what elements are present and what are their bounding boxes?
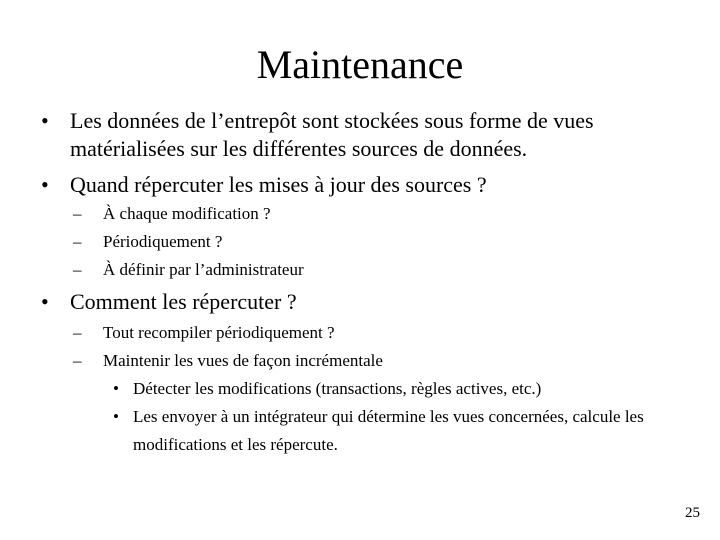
bullet-text: Quand répercuter les mises à jour des sources ? xyxy=(70,172,487,197)
sub-sub-item xyxy=(113,403,653,459)
bullet-item xyxy=(41,171,670,199)
bullet-text: Les données de l’entrepôt sont stockées sous forme de vues matérialisées sur les différentes sources de données. xyxy=(70,108,594,161)
sub-sub-item-text: Détecter les modifications (transactions, règles actives, etc.) xyxy=(133,379,542,398)
page-number: 25 xyxy=(685,505,700,521)
sub-sub-item-text: Les envoyer à un intégrateur qui détermine les vues concernées, calcule les modifications et les répercute. xyxy=(133,407,644,454)
sub-item xyxy=(73,200,663,228)
bullet-text: Comment les répercuter ? xyxy=(70,289,297,314)
sub-item-text: À chaque modification ? xyxy=(103,204,271,223)
bullet-icon: • xyxy=(41,289,49,314)
sub-item xyxy=(73,319,663,347)
sub-item xyxy=(73,347,663,375)
sub-item-text: Périodiquement ? xyxy=(103,232,223,251)
bullet-icon: • xyxy=(41,108,49,133)
dash-icon: – xyxy=(73,204,82,223)
bullet-item xyxy=(41,107,670,163)
slide-title: Maintenance xyxy=(256,42,464,87)
dash-icon: – xyxy=(73,323,82,342)
sub-item xyxy=(73,228,663,256)
bullet-icon: • xyxy=(113,407,119,426)
sub-sub-item xyxy=(113,375,673,403)
dash-icon: – xyxy=(73,351,82,370)
bullet-icon: • xyxy=(113,379,119,398)
dash-icon: – xyxy=(73,232,82,251)
dash-icon: – xyxy=(73,260,82,279)
sub-item-text: Tout recompiler périodiquement ? xyxy=(103,323,335,342)
sub-item xyxy=(73,256,663,284)
sub-item-text: Maintenir les vues de façon incrémentale xyxy=(103,351,383,370)
bullet-item xyxy=(41,288,670,316)
bullet-icon: • xyxy=(41,172,49,197)
sub-item-text: À définir par l’administrateur xyxy=(103,260,304,279)
